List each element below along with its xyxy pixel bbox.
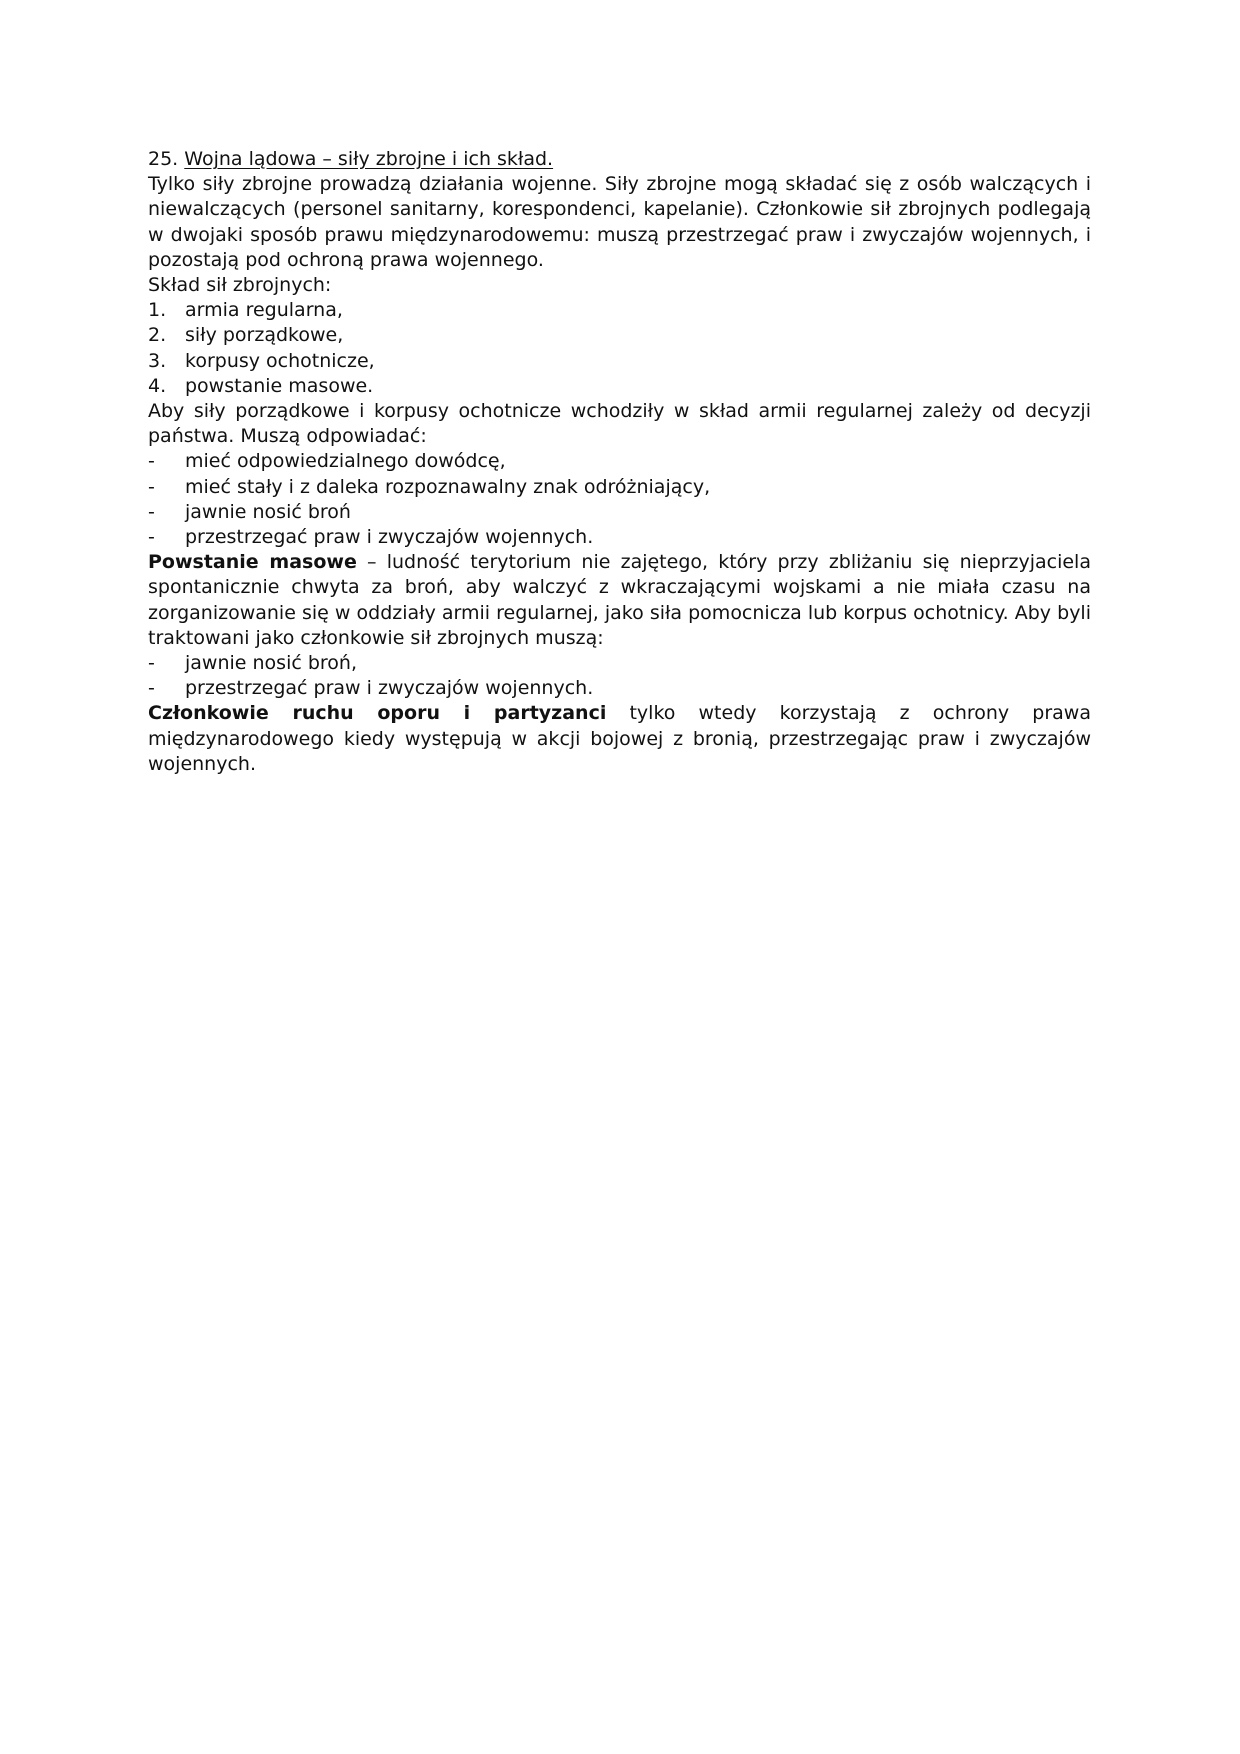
list-item — [148, 374, 1091, 399]
list-marker: 2. — [148, 324, 167, 347]
resistance-paragraph — [148, 701, 1091, 777]
list-marker: 1. — [148, 299, 167, 322]
list-item — [148, 298, 1091, 323]
composition-list — [148, 298, 1091, 399]
list-item-text: przestrzegać praw i zwyczajów wojennych. — [185, 526, 594, 549]
levee-list — [148, 651, 1091, 701]
list-marker: 3. — [148, 349, 167, 372]
levee-paragraph — [148, 550, 1091, 651]
dash-marker: - — [148, 526, 155, 549]
list-item-text: siły porządkowe, — [185, 324, 344, 347]
conditions-paragraph: Aby siły porządkowe i korpusy ochotnicze wchodziły w skład armii regularnej zależy od decyzji państwa. Muszą odpowiadać: — [148, 400, 1091, 448]
dash-marker: - — [148, 677, 155, 700]
section-heading — [148, 147, 1091, 172]
list-item-text: mieć stały i z daleka rozpoznawalny znak odróżniający, — [185, 475, 711, 498]
list-item — [148, 651, 1091, 676]
list-item — [148, 449, 1091, 474]
list-item — [148, 500, 1091, 525]
levee-definition: – ludność terytorium nie zajętego, który przy zbliżaniu się nieprzyjaciela spontanicznie chwyta za broń, aby walczyć z wkraczającymi wojskami a nie miała czasu na zorganizowanie się w oddziały armii regularnej, jako siła pomocnicza lub korpus ochotnicy. Aby byli traktowani jako członkowie sił zbrojnych muszą: — [148, 551, 1091, 649]
list-item-text: przestrzegać praw i zwyczajów wojennych. — [185, 677, 594, 700]
list-item-text: armia regularna, — [185, 299, 343, 322]
resistance-definition: tylko wtedy korzystają z ochrony prawa międzynarodowego kiedy występują w akcji bojowej z bronią, przestrzegając praw i zwyczajów wojennych. — [148, 702, 1091, 775]
list-item — [148, 349, 1091, 374]
section-title: Wojna lądowa – siły zbrojne i ich skład. — [184, 148, 554, 170]
list-marker: 4. — [148, 374, 167, 397]
dash-marker: - — [148, 450, 155, 473]
conditions-list — [148, 449, 1091, 550]
list-item — [148, 475, 1091, 500]
list-item — [148, 676, 1091, 701]
list-item-text: jawnie nosić broń — [185, 500, 351, 523]
list-item — [148, 323, 1091, 348]
list-item-text: jawnie nosić broń, — [185, 652, 358, 675]
dash-marker: - — [148, 475, 155, 498]
dash-marker: - — [148, 652, 155, 675]
levee-term: Powstanie masowe — [148, 551, 357, 574]
list-item-text: korpusy ochotnicze, — [185, 349, 375, 372]
resistance-term: Członkowie ruchu oporu i partyzanci — [148, 702, 607, 725]
list-item-text: powstanie masowe. — [185, 374, 374, 397]
composition-label: Skład sił zbrojnych: — [148, 274, 332, 297]
section-number: 25. — [148, 148, 179, 170]
list-item — [148, 525, 1091, 550]
intro-paragraph: Tylko siły zbrojne prowadzą działania wojenne. Siły zbrojne mogą składać się z osób walczących i niewalczących (personel sanitarny, korespondenci, kapelanie). Członkowie sił zbrojnych podlegają w dwojaki sposób prawu międzynarodowemu: muszą przestrzegać praw i zwyczajów wojennych, i pozostają pod ochroną prawa wojennego. — [148, 173, 1091, 271]
document-body — [148, 147, 1091, 777]
dash-marker: - — [148, 500, 155, 523]
list-item-text: mieć odpowiedzialnego dowódcę, — [185, 450, 506, 473]
